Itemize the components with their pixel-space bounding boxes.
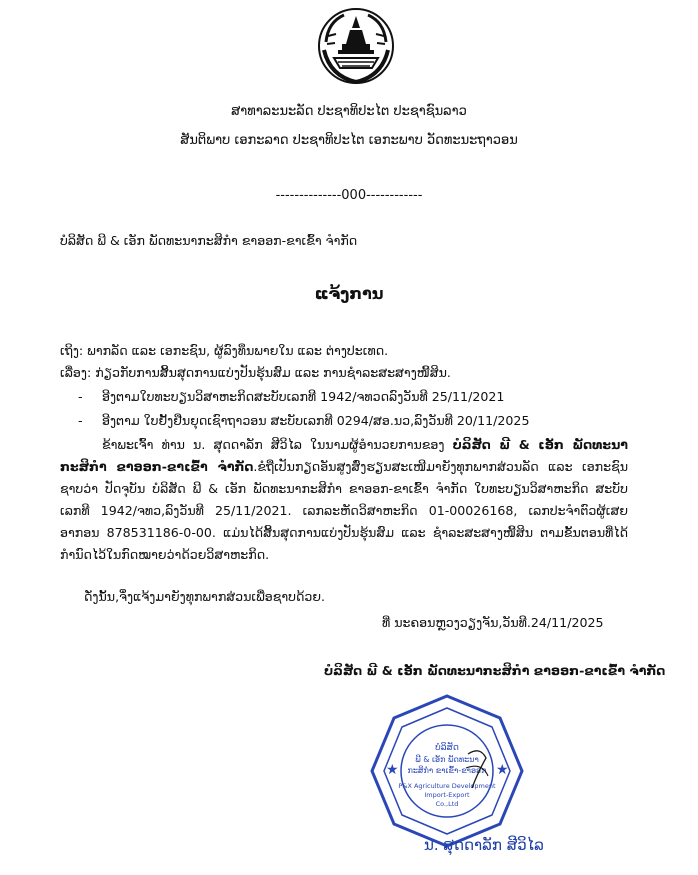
signature-company: ບໍລິສັດ ພີ & ເອັກ ພັດທະນາກະສິກຳ ຂາອອກ-ຂາເຂົ້າ ຈຳກັດ — [324, 663, 666, 678]
country-name-line: ສາທາລະນະລັດ ປະຊາທິປະໄຕ ປະຊາຊົນລາວ — [231, 104, 467, 119]
closing-line: ດັ່ງນັ້ນ,ຈຶ່ງແຈ້ງມາຍັງທຸກພາກສ່ວນເພື່ອຊາບດ້ວຍ. — [84, 589, 326, 604]
body-rest: .ຂໍຖືເປັນກຽດອັນສູງສົ່ງຮຽນສະເໜີມາຍັງທຸກພາກສ່ວນລັດ ແລະ ເອກະຊົນ ຊາບວ່າ ປັດຈຸບັນ ບໍລິສັດ ພີ & ເອັກ ພັດທະນາກະສິກຳ ຂາອອກ-ຂາເຂົ້າ ຈຳກັດ ໃບທະບຽນວິສາຫະກິດ ສະບັບເລກທີ 1942/ຈທວ,ລົງວັນທີ 25/11/2021. ເລກລະຫັດວິສາຫະກິດ 01-00026168, ເລກປະຈຳຕົວຜູ້ເສຍອາກອນ 878531186-0-00. ແມ່ນໄດ້ສິ້ນສຸດການແບ່ງປັນຮຸ້ນສົມ ແລະ ຊຳລະສະສາງໜີ້ສິນ ຕາມຂັ້ນຕອນທີ່ໄດ້ກຳນົດໄວ້ໃນກົດໝາຍວ່າດ້ວຍວິສາຫະກິດ. — [60, 459, 628, 562]
svg-text:Co.,Ltd: Co.,Ltd — [435, 800, 459, 808]
subject-line: ເລື່ອງ: ກ່ຽວກັບການສິ້ນສຸດການແບ່ງປັນຮຸ້ນສົມ ແລະ ການຊຳລະສະສາງໜີ້ສິນ. — [60, 365, 451, 380]
svg-text:ພີ & ເອັກ ພັດທະນາ: ພີ & ເອັກ ພັດທະນາ — [415, 755, 479, 764]
reference-item: - ອີງຕາມໃບທະບຽນວິສາຫະກິດສະບັບເລກທີ 1942/ຈທວດລົງວັນທີ 25/11/2021 — [78, 389, 505, 404]
reference-item: - ອີງຕາມ ໃບຢັ້ງຢືນຍຸດເຊົາຖາວອນ ສະບັບເລກທີ 0294/ສອ.ນວ,ລົງວັນທີ 20/11/2025 — [78, 413, 530, 428]
national-emblem — [316, 6, 396, 86]
header-separator: --------------000------------ — [275, 188, 423, 203]
document-title: ແຈ້ງການ — [314, 284, 384, 303]
svg-text:ກະສິກຳ ຂາເຂົ້າ-ຂາອອກ: ກະສິກຳ ຂາເຂົ້າ-ຂາອອກ — [407, 766, 487, 775]
svg-text:★: ★ — [496, 762, 509, 778]
place-date: ທີ່ ນະຄອນຫຼວງວຽງຈັນ,ວັນທີ.24/11/2025 — [382, 615, 604, 630]
svg-text:Import-Export: Import-Export — [424, 791, 470, 799]
company-stamp — [368, 692, 526, 850]
body-intro: ຂ້າພະເຈົ້າ ທ່ານ ນ. ສຸດດາລັກ ສີວິໄລ ໃນນາມຜູ້ອຳນວຍການຂອງ — [102, 437, 445, 452]
signer-name: ນ. ສຸດດາລັກ ສີວິໄລ — [424, 836, 544, 854]
body-paragraph — [60, 434, 628, 566]
svg-text:★: ★ — [386, 762, 399, 778]
svg-text:P&X Agriculture Development: P&X Agriculture Development — [398, 782, 496, 790]
company-seal-icon — [368, 692, 526, 850]
lao-national-emblem-icon — [316, 6, 396, 86]
motto-line: ສັນຕິພາບ ເອກະລາດ ປະຊາທິປະໄຕ ເອກະພາບ ວັດທະນະຖາວອນ — [180, 133, 518, 148]
company-line: ບໍລິສັດ ພີ & ເອັກ ພັດທະນາກະສິກຳ ຂາອອກ-ຂາເຂົ້າ ຈຳກັດ — [60, 233, 358, 248]
svg-text:ບໍລິສັດ: ບໍລິສັດ — [435, 743, 459, 753]
body-company-name: ບໍລິສັດ ພີ & ເອັກ ພັດທະນາກະສິກຳ ຂາອອກ-ຂາເຂົ້າ ຈຳກັດ — [60, 437, 628, 474]
reference-text: ອີງຕາມໃບທະບຽນວິສາຫະກິດສະບັບເລກທີ 1942/ຈທວດລົງວັນທີ 25/11/2021 — [102, 389, 505, 404]
to-line: ເຖິງ: ພາກລັດ ແລະ ເອກະຊົນ, ຜູ້ລົງທຶນພາຍໃນ ແລະ ຕ່າງປະເທດ. — [60, 343, 389, 358]
reference-text: ອີງຕາມ ໃບຢັ້ງຢືນຍຸດເຊົາຖາວອນ ສະບັບເລກທີ 0294/ສອ.ນວ,ລົງວັນທີ 20/11/2025 — [102, 413, 530, 428]
